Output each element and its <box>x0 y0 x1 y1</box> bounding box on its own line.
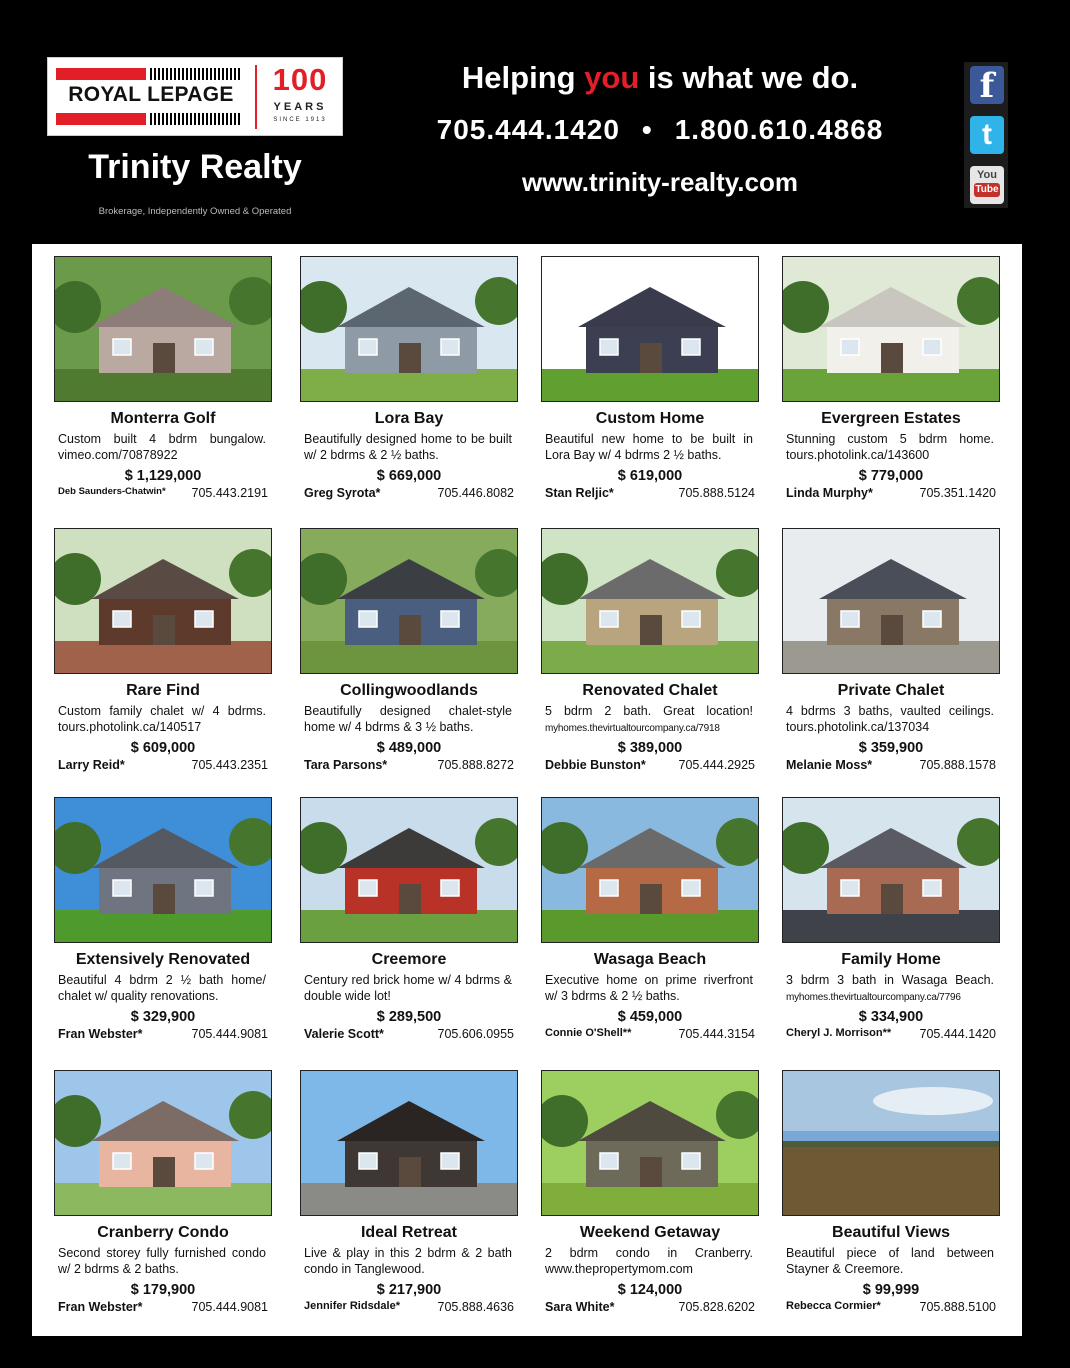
listing-desc-text: Live & play in this 2 bdrm & 2 bath condo in Tanglewood. <box>304 1246 512 1276</box>
listing-agent <box>786 486 996 500</box>
listing-price: $ 289,500 <box>376 1009 442 1025</box>
youtube-icon[interactable] <box>970 166 1004 204</box>
listing-url[interactable]: tours.photolink.ca/137034 <box>786 720 930 734</box>
brand-name: Trinity Realty <box>88 148 302 186</box>
listing-title: Private Chalet <box>837 682 945 699</box>
listing-title: Beautiful Views <box>832 1224 950 1241</box>
agent-phone[interactable]: 705.446.8082 <box>437 486 514 500</box>
website-link[interactable]: www.trinity-realty.com <box>522 167 798 197</box>
listing-photo[interactable] <box>300 256 518 402</box>
listing-desc-text: 5 bdrm 2 bath. Great location! <box>545 704 753 718</box>
agent-name: Deb Saunders-Chatwin* <box>58 486 166 497</box>
listing-url[interactable]: www.thepropertymom.com <box>545 1262 693 1276</box>
listing-photo[interactable] <box>541 528 759 674</box>
agent-phone[interactable]: 705.443.2351 <box>191 758 268 772</box>
listing-desc-text: Executive home on prime riverfront w/ 3 bdrms & 2 ½ baths. <box>545 973 753 1003</box>
listing-photo[interactable] <box>782 1070 1000 1216</box>
slogan-text: Helping <box>461 60 585 95</box>
listing-url[interactable]: myhomes.thevirtualtourcompany.ca/7918 <box>545 723 720 734</box>
listing-title: Extensively Renovated <box>75 951 251 968</box>
agent-name: Larry Reid* <box>58 758 125 772</box>
listing-desc-text: Beautiful 4 bdrm 2 ½ bath home/ chalet w/ quality renovations. <box>58 973 266 1003</box>
listing-agent <box>786 758 996 772</box>
logo-red-bar <box>56 68 146 80</box>
listing-url[interactable]: myhomes.thevirtualtourcompany.ca/7796 <box>786 992 961 1003</box>
listing-title: Family Home <box>841 951 941 968</box>
listing-price: $ 389,000 <box>617 740 683 756</box>
listing-description <box>545 431 753 463</box>
agent-phone[interactable]: 705.444.9081 <box>191 1027 268 1041</box>
agent-name: Fran Webster* <box>58 1027 143 1041</box>
agent-name: Greg Syrota* <box>304 486 381 500</box>
listing-price: $ 217,900 <box>376 1282 442 1298</box>
listing-agent <box>545 758 755 772</box>
listing-agent <box>545 1300 755 1314</box>
listing-url[interactable]: tours.photolink.ca/143600 <box>786 448 930 462</box>
listing-desc-text: Beautifully designed home to be built w/ 2 bdrms & 2 ½ baths. <box>304 432 512 462</box>
youtube-you: You <box>977 169 997 181</box>
agent-phone[interactable]: 705.888.5124 <box>678 486 755 500</box>
agent-phone[interactable]: 705.888.8272 <box>437 758 514 772</box>
agent-phone[interactable]: 705.828.6202 <box>678 1300 755 1314</box>
listing-desc-text: 3 bdrm 3 bath in Wasaga Beach. <box>786 973 994 987</box>
slogan <box>380 60 940 96</box>
listings-panel <box>32 244 1022 1336</box>
listing-desc-text: Stunning custom 5 bdrm home. <box>786 432 994 446</box>
listing-description <box>304 1245 512 1277</box>
listing-title: Custom Home <box>595 410 705 427</box>
listing-desc-text: Beautifully designed chalet-style home w/ 4 bdrms & 3 ½ baths. <box>304 704 512 734</box>
agent-phone[interactable]: 705.888.4636 <box>437 1300 514 1314</box>
listing-title: Creemore <box>371 951 447 968</box>
listing-title: Weekend Getaway <box>579 1224 721 1241</box>
listing-photo[interactable] <box>541 1070 759 1216</box>
listing-agent <box>304 486 514 500</box>
listing-photo[interactable] <box>782 797 1000 943</box>
listing-agent <box>58 758 268 772</box>
listing-price: $ 334,900 <box>858 1009 924 1025</box>
listing-agent <box>58 1027 268 1041</box>
listing-price: $ 1,129,000 <box>124 468 202 484</box>
listing-agent <box>58 486 268 500</box>
listing-price: $ 669,000 <box>376 468 442 484</box>
listing-description <box>58 431 266 463</box>
listing-photo[interactable] <box>54 797 272 943</box>
listing-description <box>786 972 994 1006</box>
slogan-text: is what we do. <box>639 60 859 95</box>
logo-wordmark: ROYAL LEPAGE <box>68 83 234 106</box>
listing-description <box>304 972 512 1004</box>
listing-description <box>58 1245 266 1277</box>
listing-photo[interactable] <box>54 256 272 402</box>
logo-stripes <box>150 68 242 80</box>
logo-years: YEARS <box>273 101 327 113</box>
listing-desc-text: Second storey fully furnished condo w/ 2 bdrms & 2 baths. <box>58 1246 266 1276</box>
phone-numbers <box>380 114 940 146</box>
listing-description <box>304 703 512 735</box>
listing-url[interactable]: tours.photolink.ca/140517 <box>58 720 202 734</box>
agent-name: Cheryl J. Morrison** <box>786 1027 892 1039</box>
agent-name: Stan Reljic* <box>545 486 614 500</box>
listing-desc-text: Beautiful new home to be built in Lora Bay w/ 4 bdrms 2 ½ baths. <box>545 432 753 462</box>
listing-agent <box>304 1027 514 1041</box>
listing-photo[interactable] <box>541 797 759 943</box>
agent-phone[interactable]: 705.351.1420 <box>919 486 996 500</box>
listing-title: Lora Bay <box>374 410 444 427</box>
listing-agent <box>545 486 755 500</box>
listing-price: $ 179,900 <box>130 1282 196 1298</box>
agent-name: Sara White* <box>545 1300 615 1314</box>
logo-since: SINCE 1913 <box>273 117 327 123</box>
listing-desc-text: Beautiful piece of land between Stayner & Creemore. <box>786 1246 994 1276</box>
listing-photo[interactable] <box>541 256 759 402</box>
agent-phone[interactable]: 705.888.5100 <box>919 1300 996 1314</box>
listing-title: Wasaga Beach <box>593 951 707 968</box>
listing-description <box>545 972 753 1004</box>
listing-description <box>786 703 994 735</box>
listing-description <box>58 703 266 735</box>
listing-price: $ 619,000 <box>617 468 683 484</box>
logo-stripes <box>150 113 242 125</box>
agent-name: Fran Webster* <box>58 1300 143 1314</box>
agent-phone[interactable]: 705.606.0955 <box>437 1027 514 1041</box>
listing-price: $ 489,000 <box>376 740 442 756</box>
agent-name: Rebecca Cormier* <box>786 1300 881 1312</box>
listing-agent <box>304 1300 514 1314</box>
listing-desc-text: 4 bdrms 3 baths, vaulted ceilings. <box>786 704 994 718</box>
listing-agent <box>545 1027 755 1041</box>
listing-title: Ideal Retreat <box>360 1224 458 1241</box>
listing-desc-text: Custom family chalet w/ 4 bdrms. <box>58 704 266 718</box>
phone-separator: • <box>641 114 653 145</box>
logo-divider <box>255 65 257 129</box>
listing-title: Evergreen Estates <box>821 410 961 427</box>
listing-agent <box>304 758 514 772</box>
twitter-icon[interactable]: t <box>970 116 1004 154</box>
agent-phone[interactable]: 705.444.1420 <box>919 1027 996 1041</box>
listing-description <box>304 431 512 463</box>
listing-desc-text: 2 bdrm condo in Cranberry. <box>545 1246 753 1260</box>
listing-title: Cranberry Condo <box>97 1224 229 1241</box>
agent-phone[interactable]: 705.444.2925 <box>678 758 755 772</box>
listing-title: Renovated Chalet <box>582 682 718 699</box>
listing-title: Monterra Golf <box>110 410 216 427</box>
listing-photo[interactable] <box>782 528 1000 674</box>
listing-url[interactable]: vimeo.com/70878922 <box>58 448 178 462</box>
listing-photo[interactable] <box>782 256 1000 402</box>
brand-tagline: Brokerage, Independently Owned & Operated <box>98 206 292 217</box>
listing-photo[interactable] <box>54 528 272 674</box>
listing-price: $ 359,900 <box>858 740 924 756</box>
phone-tollfree[interactable]: 1.800.610.4868 <box>674 114 884 145</box>
listing-price: $ 779,000 <box>858 468 924 484</box>
listing-description <box>58 972 266 1004</box>
agent-name: Melanie Moss* <box>786 758 873 772</box>
listing-price: $ 459,000 <box>617 1009 683 1025</box>
listing-price: $ 99,999 <box>862 1282 920 1298</box>
agent-name: Connie O'Shell** <box>545 1027 632 1039</box>
agent-name: Valerie Scott* <box>304 1027 384 1041</box>
agent-name: Debbie Bunston* <box>545 758 646 772</box>
listing-price: $ 609,000 <box>130 740 196 756</box>
agent-phone[interactable]: 705.444.3154 <box>678 1027 755 1041</box>
listing-agent <box>786 1027 996 1041</box>
youtube-tube: Tube <box>975 184 999 195</box>
agent-name: Jennifer Ridsdale* <box>304 1300 400 1312</box>
logo-red-bar <box>56 113 146 125</box>
facebook-icon[interactable]: f <box>970 66 1004 104</box>
phone-local[interactable]: 705.444.1420 <box>436 114 620 145</box>
listing-price: $ 329,900 <box>130 1009 196 1025</box>
logo-100: 100 <box>272 62 328 97</box>
listing-description <box>786 431 994 463</box>
listing-photo[interactable] <box>300 528 518 674</box>
agent-phone[interactable]: 705.444.9081 <box>191 1300 268 1314</box>
listing-agent <box>786 1300 996 1314</box>
listing-description <box>545 703 753 737</box>
agent-name: Tara Parsons* <box>304 758 388 772</box>
listing-desc-text: Custom built 4 bdrm bungalow. <box>58 432 266 446</box>
listing-photo[interactable] <box>300 1070 518 1216</box>
listing-agent <box>58 1300 268 1314</box>
listing-desc-text: Century red brick home w/ 4 bdrms & double wide lot! <box>304 973 512 1003</box>
social-links <box>964 62 1008 208</box>
listing-title: Rare Find <box>126 682 200 699</box>
listing-title: Collingwoodlands <box>340 682 478 699</box>
listing-description <box>786 1245 994 1277</box>
agent-name: Linda Murphy* <box>786 486 873 500</box>
agent-phone[interactable]: 705.888.1578 <box>919 758 996 772</box>
agent-phone[interactable]: 705.443.2191 <box>191 486 268 500</box>
listing-price: $ 124,000 <box>617 1282 683 1298</box>
slogan-highlight: you <box>584 60 640 95</box>
listing-photo[interactable] <box>300 797 518 943</box>
listing-photo[interactable] <box>54 1070 272 1216</box>
royal-lepage-logo <box>47 57 343 136</box>
listing-description <box>545 1245 753 1277</box>
